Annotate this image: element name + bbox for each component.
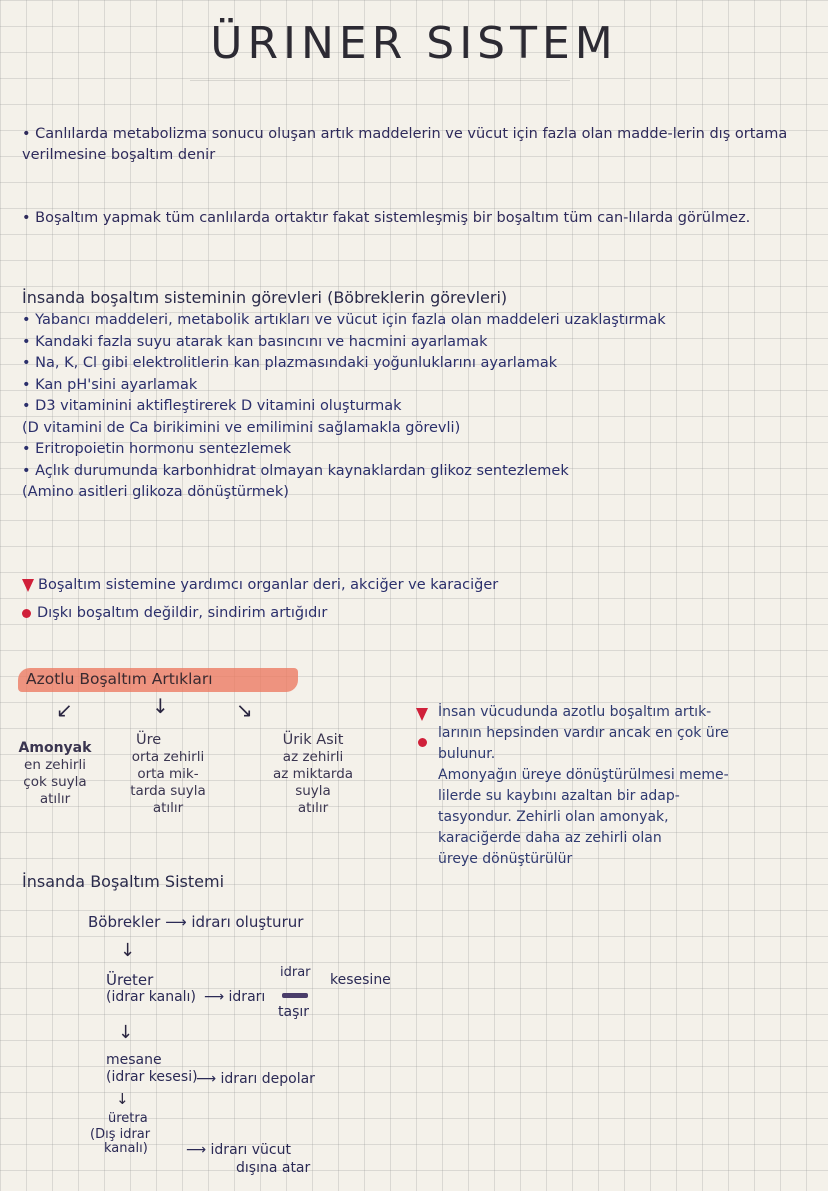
exclamation-icon <box>416 704 432 723</box>
column-urea: Üre orta zehirli orta mik- tarda suyla atılır <box>130 732 206 816</box>
arrow-right-icon: ⟶ <box>204 989 229 1005</box>
arrow-right-icon: ⟶ <box>186 1142 211 1158</box>
flow-bladder-action: ⟶ idrarı depolar <box>196 1071 315 1087</box>
bullet-icon: • <box>22 312 36 328</box>
list-item: • Eritropoietin hormonu sentezlemek <box>22 441 292 457</box>
flow-urethra: üretra <box>108 1111 148 1126</box>
flow-urethra-sub: (Dış idrar kanalı) <box>90 1127 151 1156</box>
list-item: • D3 vitaminini aktifleştirerek D vitamini oluşturmak <box>22 398 402 414</box>
list-item: • Kan pH'sini ayarlamak <box>22 376 198 393</box>
arrow-down-right-icon: ↘ <box>236 698 253 722</box>
warning-2: Dışkı boşaltım değildir, sindirim artığıdır <box>22 602 802 624</box>
list-item: • Açlık durumunda karbonhidrat olmayan kaynaklardan glikoz sentezlemek <box>22 462 569 479</box>
list-item: • Yabancı maddeleri, metabolik artıkları ve vücut için fazla olan maddeleri uzaklaştırmak <box>22 312 666 328</box>
bullet-icon: • <box>22 441 36 457</box>
list-item: • Kandaki fazla suyu atarak kan basıncını ve hacmini ayarlamak <box>22 333 488 350</box>
column-uric-acid: Ürik Asit az zehirli az miktarda suyla atılır <box>272 732 354 816</box>
arrow-down-icon: ↓ <box>120 940 136 961</box>
warning-1: Boşaltım sistemine yardımcı organlar deri, akciğer ve karaciğer <box>22 574 802 596</box>
bullet-icon: • <box>22 210 36 226</box>
flow-ureter-tasir: taşır <box>278 1004 310 1020</box>
flow-kidney: Böbrekler ⟶ idrarı oluşturur <box>88 913 304 931</box>
list-item: • Na, K, Cl gibi elektrolitlerin kan plazmasındaki yoğunluklarını ayarlamak <box>22 355 558 371</box>
bullet-icon: • <box>22 462 36 479</box>
red-dot-icon <box>418 732 427 751</box>
duties-heading: İnsanda boşaltım sisteminin görevleri (Böbreklerin görevleri) <box>22 288 508 307</box>
flow-ureter-action: ⟶ idrarı <box>204 989 266 1005</box>
system-heading: İnsanda Boşaltım Sistemi <box>22 872 225 891</box>
flow-ureter: Üreter (idrar kanalı) <box>106 971 196 1005</box>
bullet-icon: • <box>22 126 36 142</box>
bullet-icon: • <box>22 398 36 414</box>
flow-urethra-action-2: dışına atar <box>236 1160 311 1176</box>
page-title: ÜRINER SISTEM <box>210 18 618 69</box>
list-item: (D vitamini de Ca birikimini ve emilimini sağlamakla görevli) <box>22 419 461 436</box>
duties-list <box>22 310 812 504</box>
title-underline <box>190 80 570 81</box>
intro-paragraph-2: • Boşaltım yapmak tüm canlılarda ortaktır fakat sistemleşmiş bir boşaltım tüm can-lılarda görülmez. <box>22 210 751 226</box>
scribble-mark <box>282 993 308 998</box>
arrow-down-icon: ↓ <box>118 1022 134 1043</box>
exclamation-icon <box>22 579 34 592</box>
flow-ureter-word: idrar <box>280 965 311 980</box>
bullet-icon: • <box>22 355 36 371</box>
bullet-icon: • <box>22 376 36 393</box>
arrow-right-icon: ⟶ <box>160 913 192 931</box>
arrow-down-left-icon: ↙ <box>56 698 73 722</box>
arrow-down-icon: ↓ <box>116 1090 129 1108</box>
red-dot-icon <box>22 609 31 618</box>
nitrogen-heading: Azotlu Boşaltım Artıkları <box>26 670 213 688</box>
flow-bladder: mesane (idrar kesesi) <box>106 1052 198 1085</box>
arrow-right-icon: ⟶ <box>196 1071 221 1087</box>
flow-ureter-kesesine: kesesine <box>330 972 391 988</box>
arrow-down-icon: ↓ <box>152 694 169 718</box>
bullet-icon: • <box>22 333 36 350</box>
note-block: İnsan vücudunda azotlu boşaltım artık- larının hepsinden vardır ancak en çok üre bulunur. Amonyağın üreye dönüştürülmesi meme- lilerde su kaybını azaltan bir adap- tasyondur. Zehirli olan amonyak, karaciğerde daha az zehirli olan üreye dönüştürülür <box>438 704 729 867</box>
column-ammonia: Amonyak en zehirli çok suyla atılır <box>18 740 92 807</box>
intro-paragraph-1: • Canlılarda metabolizma sonucu oluşan artık maddelerin ve vücut için fazla olan madde-lerin dış ortama verilmesine boşaltım denir <box>22 126 788 163</box>
list-item: (Amino asitleri glikoza dönüştürmek) <box>22 484 289 500</box>
flow-urethra-action: ⟶ idrarı vücut <box>186 1142 291 1158</box>
